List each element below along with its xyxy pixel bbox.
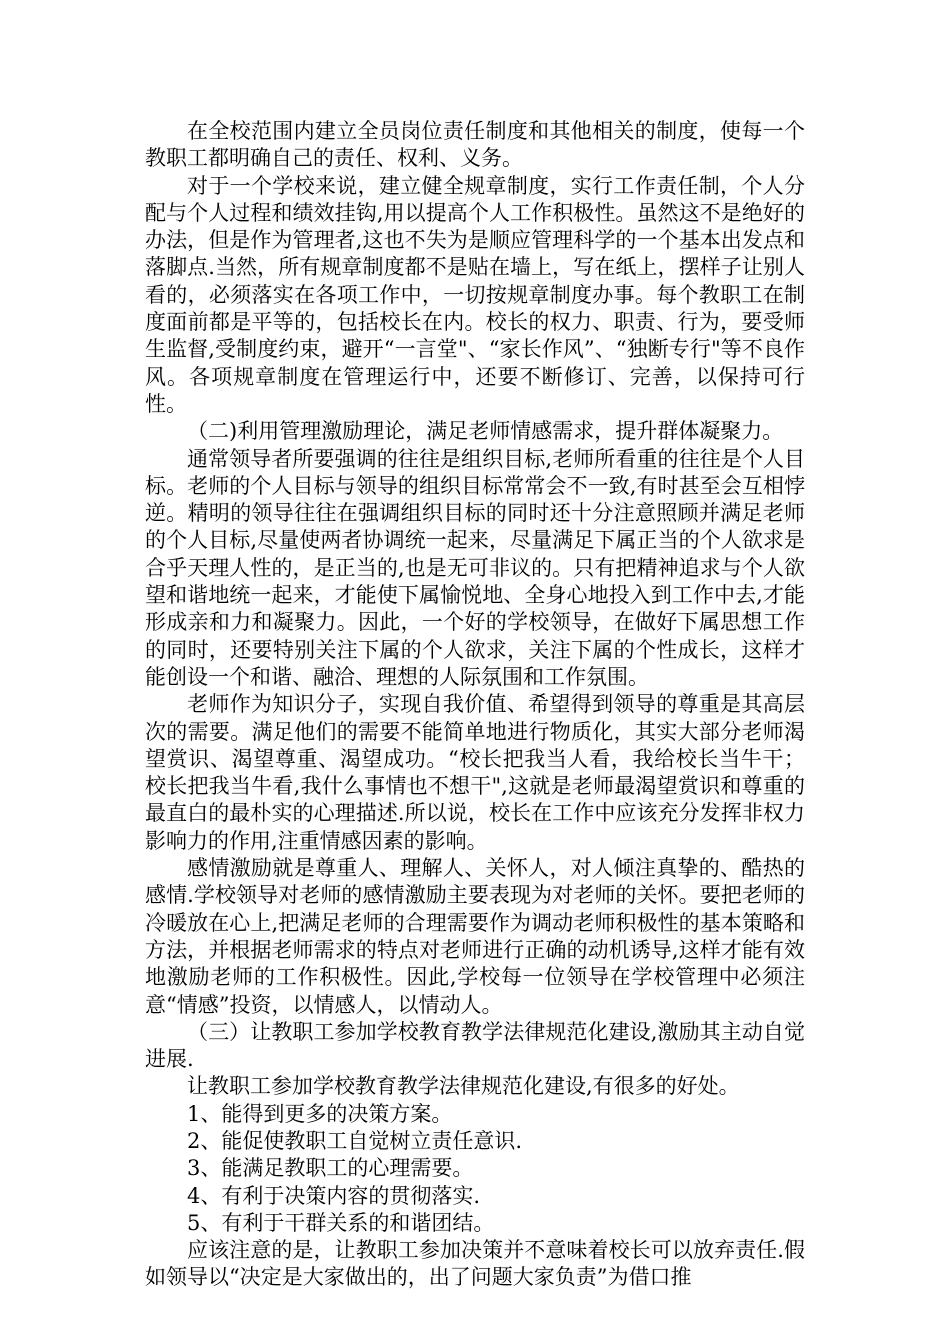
paragraph-participation-benefits: 让教职工参加学校教育教学法律规范化建设,有很多的好处。 xyxy=(187,1074,740,1099)
paragraph-personal-goals: 通常领导者所要强调的往往是组织目标,老师所看重的往往是个人目标。老师的个人目标与领导的组织目标常常会不一致,有时甚至会互相悖逆。精明的领导往往在强调组织目标的同时还十分注意照顾并满足老师的个人目标,尽量使两者协调统一起来，尽量满足下属正当的个人欲求是合乎天理人性的，是正当的,也是无可非议的。只有把精神追求与个人欲望和谐地统一起来，才能使下属愉悦地、全身心地投入到工作中去,才能形成亲和力和凝聚力。因此，一个好的学校领导，在做好下属思想工作的同时，还要特别关注下属的个人欲求，关注下属的个性成长，这样才能创设一个和谐、融洽、理想的人际氛围和工作氛围。 xyxy=(145,446,805,689)
list-item: 3、能满足教职工的心理需要。 xyxy=(187,1156,474,1181)
paragraph-responsibility-system: 在全校范围内建立全员岗位责任制度和其他相关的制度，使每一个教职工都明确自己的责任、权利、义务。 xyxy=(145,119,805,171)
paragraph-teacher-needs: 老师作为知识分子，实现自我价值、希望得到领导的尊重是其高层次的需要。满足他们的需要不能简单地进行物质化，其实大部分老师渴望赏识、渴望尊重、渴望成功。“校长把我当人看，我给校长当牛干；校长把我当牛看,我什么事情也不想干",这就是老师最渴望赏识和尊重的最直白的最朴实的心理描述.所以说，校长在工作中应该充分发挥非权力影响力的作用,注重情感因素的影响。 xyxy=(145,692,805,853)
paragraph-emotional-incentive: 感情激励就是尊重人、理解人、关怀人，对人倾注真挚的、酷热的感情.学校领导对老师的感情激励主要表现为对老师的关怀。要把老师的冷暖放在心上,把满足老师的合理需要作为调动老师积极性的基本策略和方法，并根据老师需求的特点对老师进行正确的动机诱导,这样才能有效地激励老师的工作积极性。因此,学校每一位领导在学校管理中必须注意“情感”投资，以情感人，以情动人。 xyxy=(145,856,805,1017)
list-item: 2、能促使教职工自觉树立责任意识. xyxy=(187,1128,523,1153)
paragraph-rules-regulations: 对于一个学校来说，建立健全规章制度，实行工作责任制，个人分配与个人过程和绩效挂钩,用以提高个人工作积极性。虽然这不是绝好的办法，但是作为管理者,这也不失为是顺应管理科学的一个基本出发点和落脚点.当然，所有规章制度都不是贴在墙上，写在纸上，摆样子让别人看的，必须落实在各项工作中，一切按规章制度办事。每个教职工在制度面前都是平等的，包括校长在内。校长的权力、职责、行为，要受师生监督,受制度约束，避开“一言堂"、“家长作风”、“独断专行"等不良作风。各项规章制度在管理运行中，还要不断修订、完善，以保持可行性。 xyxy=(145,173,805,416)
section-heading-3: （三）让教职工参加学校教育教学法律规范化建设,激励其主动自觉进展. xyxy=(145,1019,805,1072)
document-page xyxy=(145,118,805,1292)
list-item: 1、能得到更多的决策方案。 xyxy=(187,1101,453,1126)
list-item: 5、有利于干群关系的和谐团结。 xyxy=(187,1210,495,1235)
list-item: 4、有利于决策内容的贯彻落实. xyxy=(187,1183,481,1208)
paragraph-note: 应该注意的是，让教职工参加决策并不意味着校长可以放弃责任.假如领导以“决定是大家做出的，出了问题大家负责”为借口推 xyxy=(145,1238,805,1290)
section-heading-2: （二)利用管理激励理论，满足老师情感需求，提升群体凝聚力。 xyxy=(187,419,784,444)
